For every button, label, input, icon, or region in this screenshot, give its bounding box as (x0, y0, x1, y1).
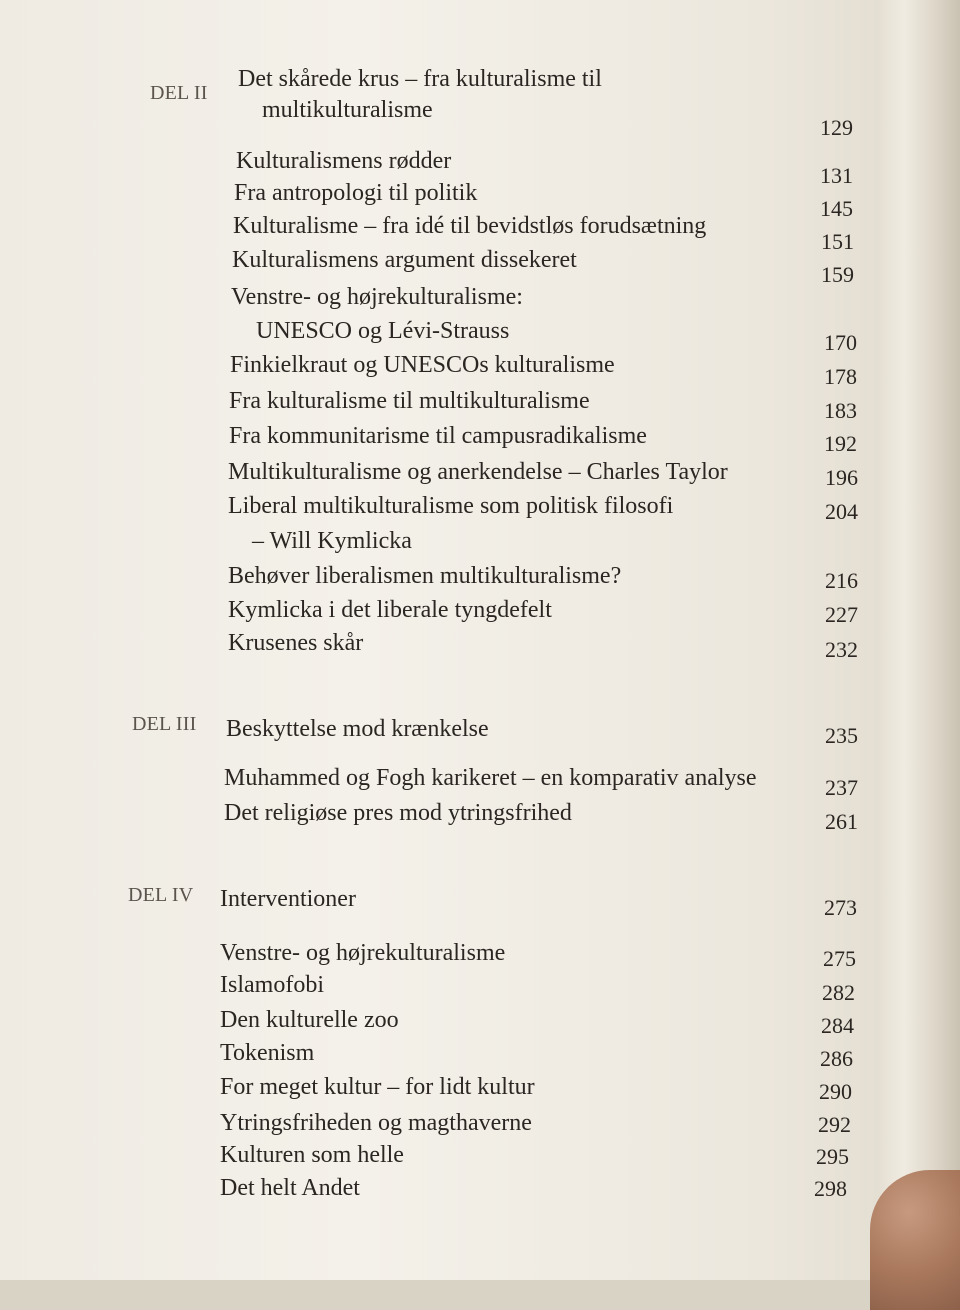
toc-entry: Tokenism (220, 1040, 315, 1066)
toc-entry: Kymlicka i det liberale tyngdefelt (228, 597, 552, 623)
toc-page-number: 145 (820, 196, 853, 221)
toc-page-number: 159 (821, 262, 854, 287)
toc-entry: Fra kommunitarisme til campusradikalisme (229, 423, 647, 449)
toc-page-number: 192 (824, 431, 857, 456)
part-label: DEL III (132, 713, 197, 735)
toc-entry: Venstre- og højrekulturalisme (220, 940, 506, 966)
toc-page-number: 282 (822, 980, 855, 1005)
toc-page-number: 216 (825, 568, 858, 593)
toc-entry-continued: UNESCO og Lévi-Strauss (256, 318, 510, 344)
toc-entry: Ytringsfriheden og magthaverne (220, 1110, 532, 1136)
toc-entry-continued: – Will Kymlicka (252, 528, 412, 554)
part-title: Interventioner (220, 886, 356, 912)
part-title: Det skårede krus – fra kulturalisme til (238, 66, 602, 92)
toc-page-number: 261 (825, 809, 858, 834)
toc-page-number: 178 (824, 364, 857, 389)
toc-entry: Det helt Andet (220, 1175, 360, 1201)
toc-entry: Kulturen som helle (220, 1142, 404, 1168)
toc-entry: Liberal multikulturalisme som politisk filosofi (228, 493, 674, 519)
toc-entry: Fra antropologi til politik (234, 180, 478, 206)
toc-page-number: 298 (814, 1176, 847, 1201)
toc-entry: Krusenes skår (228, 630, 364, 656)
toc-entry: Den kulturelle zoo (220, 1007, 399, 1033)
toc-entry: Kulturalismens rødder (236, 148, 452, 174)
toc-page-number: 286 (820, 1046, 853, 1071)
toc-page-number: 275 (823, 946, 856, 971)
part-title-continued: multikulturalisme (262, 97, 433, 123)
toc-page-number: 131 (820, 163, 853, 188)
thumb (870, 1170, 960, 1310)
part-page-number: 129 (820, 115, 853, 140)
toc-page-number: 292 (818, 1112, 851, 1137)
toc-entry: Det religiøse pres mod ytringsfrihed (224, 800, 572, 826)
toc-entry: Fra kulturalisme til multikulturalisme (229, 388, 590, 414)
part-label: DEL IV (128, 884, 194, 906)
toc-page-number: 170 (824, 330, 857, 355)
toc-page-number: 183 (824, 398, 857, 423)
part-page-number: 235 (825, 723, 858, 748)
toc-page-number: 227 (825, 602, 858, 627)
toc-page-number: 290 (819, 1079, 852, 1104)
toc-page-number: 232 (825, 637, 858, 662)
part-page-number: 273 (824, 895, 857, 920)
part-label: DEL II (150, 82, 208, 104)
part-title: Beskyttelse mod krænkelse (226, 716, 489, 742)
toc-page-number: 295 (816, 1144, 849, 1169)
toc-page-number: 196 (825, 465, 858, 490)
toc-entry: Behøver liberalismen multikulturalisme? (228, 563, 622, 589)
toc-entry: Venstre- og højrekulturalisme: (231, 284, 523, 310)
toc-entry: Kulturalismens argument dissekeret (232, 247, 577, 273)
toc-page-number: 237 (825, 775, 858, 800)
toc-entry: Finkielkraut og UNESCOs kulturalisme (230, 352, 615, 378)
toc-page-number: 284 (821, 1013, 854, 1038)
toc-entry: Islamofobi (220, 972, 324, 998)
toc-entry: Multikulturalisme og anerkendelse – Charles Taylor (228, 459, 728, 485)
toc-page-number: 204 (825, 499, 858, 524)
toc-entry: For meget kultur – for lidt kultur (220, 1074, 535, 1100)
toc-entry: Muhammed og Fogh karikeret – en komparativ analyse (224, 765, 757, 791)
toc-entry: Kulturalisme – fra idé til bevidstløs forudsætning (233, 213, 707, 239)
toc-page-number: 151 (821, 229, 854, 254)
